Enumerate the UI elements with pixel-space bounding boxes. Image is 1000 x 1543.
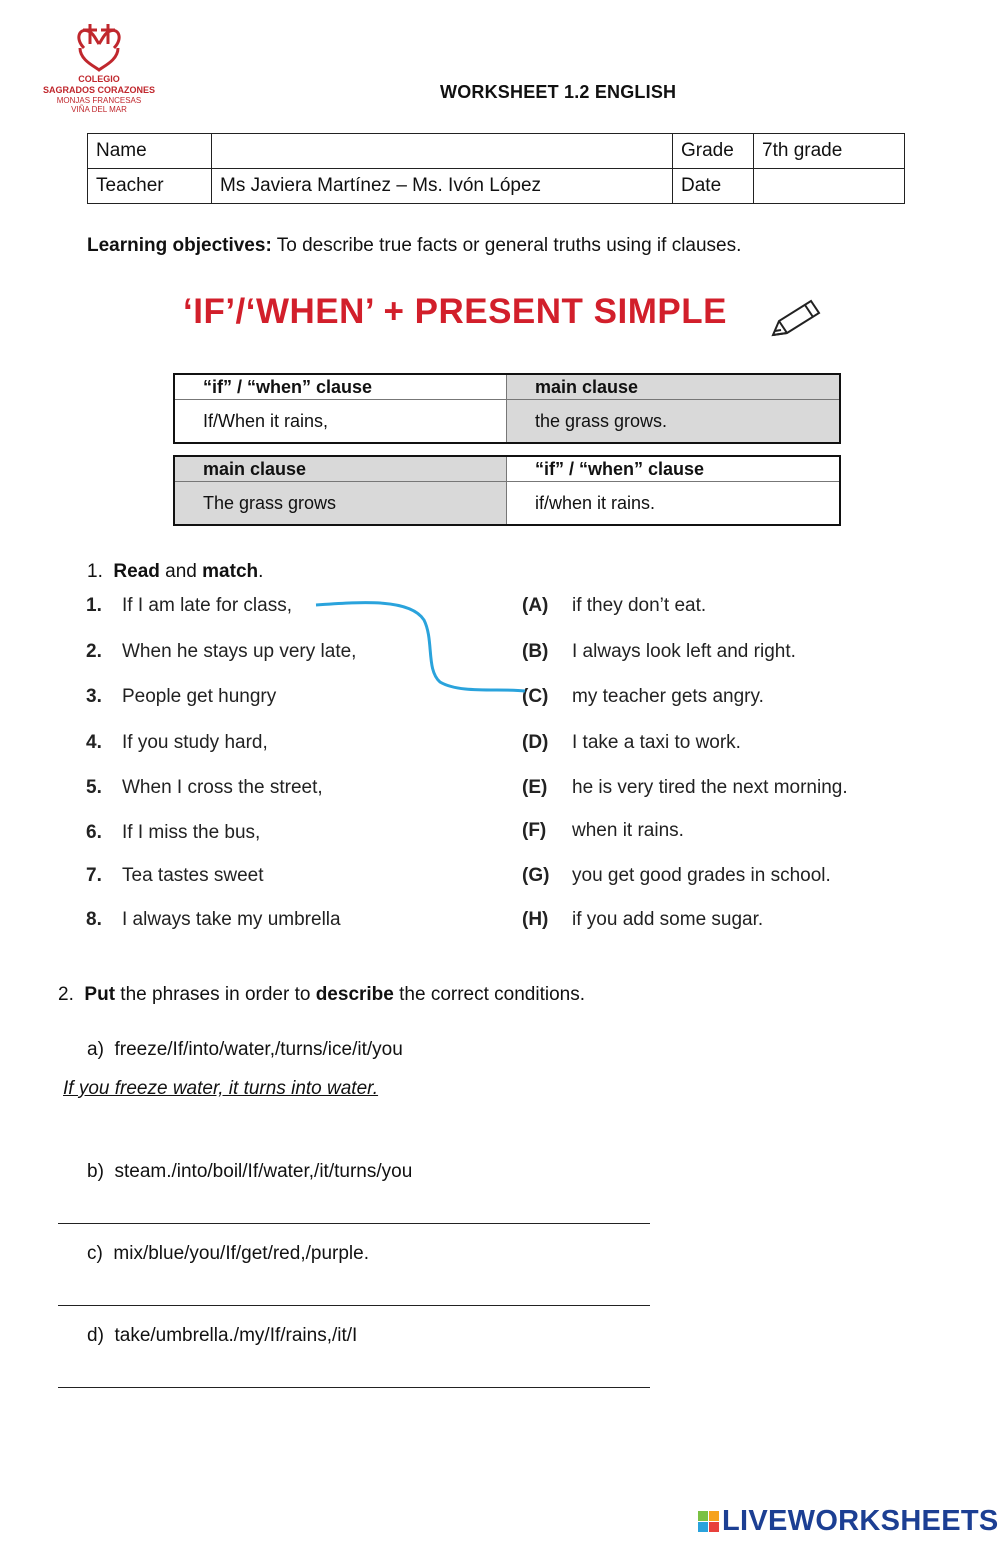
sacred-hearts-emblem-icon <box>66 18 132 74</box>
grade-label: Grade <box>673 134 754 169</box>
match-left-item[interactable] <box>86 686 276 708</box>
match-left-number: 3. <box>86 686 102 707</box>
match-right-letter: (B) <box>522 641 549 662</box>
match-right-text: if they don’t eat. <box>572 595 707 616</box>
task-1-end: . <box>258 561 264 582</box>
table1-example-main-clause: the grass grows. <box>507 400 839 442</box>
worksheet-title: WORKSHEET 1.2 ENGLISH <box>440 82 677 102</box>
teacher-value: Ms Javiera Martínez – Ms. Ivón López <box>212 169 673 204</box>
match-right-item[interactable] <box>522 865 831 887</box>
match-right-text: if you add some sugar. <box>572 909 764 930</box>
phrase-c-text: mix/blue/you/If/get/red,/purple. <box>113 1243 369 1264</box>
date-field[interactable] <box>754 169 905 204</box>
match-right-item[interactable] <box>522 909 763 931</box>
match-left-text: People get hungry <box>122 686 277 707</box>
match-left-text: If you study hard, <box>122 732 268 753</box>
grammar-banner: ‘IF’/‘WHEN’ + PRESENT SIMPLE <box>183 292 727 331</box>
logo-line-3: MONJAS FRANCESAS <box>56 96 142 105</box>
match-left-item[interactable] <box>86 777 323 799</box>
brand-logo-icon <box>698 1511 719 1532</box>
task-2-instruction <box>58 984 585 1006</box>
task-1-instruction <box>87 561 263 583</box>
answer-line-b[interactable] <box>58 1223 650 1224</box>
phrase-c <box>87 1243 369 1265</box>
table1-header-if-clause: “if” / “when” clause <box>175 375 507 399</box>
grade-value: 7th grade <box>754 134 905 169</box>
table2-header-main-clause: main clause <box>175 457 507 481</box>
grammar-table-if-first <box>173 373 841 444</box>
match-right-item[interactable] <box>522 820 684 842</box>
match-left-text: I always take my umbrella <box>122 909 341 930</box>
phrase-a-label: a) <box>87 1039 104 1060</box>
match-right-item[interactable] <box>522 732 741 754</box>
match-left-item[interactable] <box>86 865 264 887</box>
match-right-text: my teacher gets angry. <box>572 686 764 707</box>
answer-line-c[interactable] <box>58 1305 650 1306</box>
match-left-number: 7. <box>86 865 102 886</box>
student-info-table <box>87 133 905 204</box>
brand-name: LIVEWORKSHEETS <box>722 1505 999 1537</box>
match-right-text: he is very tired the next morning. <box>572 777 848 798</box>
match-left-text: If I miss the bus, <box>122 822 261 843</box>
match-left-text: When I cross the street, <box>122 777 323 798</box>
phrase-b-text: steam./into/boil/If/water,/it/turns/you <box>114 1161 413 1182</box>
match-left-text: Tea tastes sweet <box>122 865 264 886</box>
task-2-number: 2. <box>58 984 74 1005</box>
task-2-text-2: the correct conditions. <box>393 984 586 1005</box>
match-right-letter: (G) <box>522 865 550 886</box>
match-right-item[interactable] <box>522 641 796 663</box>
match-right-text: I always look left and right. <box>572 641 796 662</box>
objectives-text: To describe true facts or general truths using if clauses. <box>271 235 742 256</box>
match-left-number: 6. <box>86 822 102 843</box>
answer-line-d[interactable] <box>58 1387 650 1388</box>
match-left-number: 1. <box>86 595 102 616</box>
match-right-item[interactable] <box>522 777 848 799</box>
learning-objectives <box>87 235 741 257</box>
phrase-a-text: freeze/If/into/water,/turns/ice/it/you <box>114 1039 403 1060</box>
match-left-item[interactable] <box>86 909 341 931</box>
match-left-number: 8. <box>86 909 102 930</box>
task-2-describe: describe <box>315 984 394 1005</box>
logo-line-4: VIÑA DEL MAR <box>71 105 127 114</box>
phrase-d-text: take/umbrella./my/If/rains,/it/I <box>114 1325 358 1346</box>
phrase-a <box>87 1039 403 1061</box>
school-logo <box>40 18 158 130</box>
match-right-text: I take a taxi to work. <box>572 732 741 753</box>
logo-line-1: COLEGIO <box>78 74 120 84</box>
match-left-text: When he stays up very late, <box>122 641 357 662</box>
table2-header-if-clause: “if” / “when” clause <box>535 458 705 479</box>
objectives-label: Learning objectives: <box>87 235 272 256</box>
task-1-number: 1. <box>87 561 103 582</box>
logo-line-2: SAGRADOS CORAZONES <box>42 85 155 95</box>
match-right-text: when it rains. <box>572 820 684 841</box>
task-2-text-1: the phrases in order to <box>115 984 316 1005</box>
match-left-text: If I am late for class, <box>122 595 292 616</box>
phrase-b-label: b) <box>87 1161 104 1182</box>
example-answer: If you freeze water, it turns into water. <box>63 1078 379 1099</box>
date-label: Date <box>673 169 754 204</box>
match-right-letter: (H) <box>522 909 549 930</box>
task-1-read: Read <box>113 561 160 582</box>
liveworksheets-brand <box>698 1505 999 1538</box>
name-label: Name <box>88 134 212 169</box>
table2-example-main-clause: The grass grows <box>175 482 507 524</box>
match-right-letter: (F) <box>522 820 547 841</box>
phrase-c-label: c) <box>87 1243 103 1264</box>
table1-example-if-clause: If/When it rains, <box>175 400 507 442</box>
task-1-and: and <box>159 561 203 582</box>
match-right-letter: (E) <box>522 777 548 798</box>
table2-example-if-clause: if/when it rains. <box>535 492 656 513</box>
match-right-item[interactable] <box>522 686 764 708</box>
match-right-text: you get good grades in school. <box>572 865 831 886</box>
task-1-match: match <box>202 561 259 582</box>
table1-header-main-clause: main clause <box>507 375 839 399</box>
match-right-letter: (A) <box>522 595 549 616</box>
name-field[interactable] <box>212 134 673 169</box>
match-left-number: 4. <box>86 732 102 753</box>
match-right-item[interactable] <box>522 595 706 617</box>
match-left-item[interactable] <box>86 732 268 754</box>
match-left-item[interactable] <box>86 822 260 844</box>
match-left-item[interactable] <box>86 595 292 617</box>
phrase-d-label: d) <box>87 1325 104 1346</box>
match-right-letter: (C) <box>522 686 549 707</box>
example-match-line <box>300 590 530 705</box>
match-left-number: 5. <box>86 777 102 798</box>
teacher-label: Teacher <box>88 169 212 204</box>
match-left-number: 2. <box>86 641 102 662</box>
pencil-icon <box>765 295 825 348</box>
phrase-b <box>87 1161 412 1183</box>
grammar-table-main-first <box>173 455 841 526</box>
phrase-d <box>87 1325 357 1347</box>
match-right-letter: (D) <box>522 732 549 753</box>
task-2-put: Put <box>84 984 116 1005</box>
